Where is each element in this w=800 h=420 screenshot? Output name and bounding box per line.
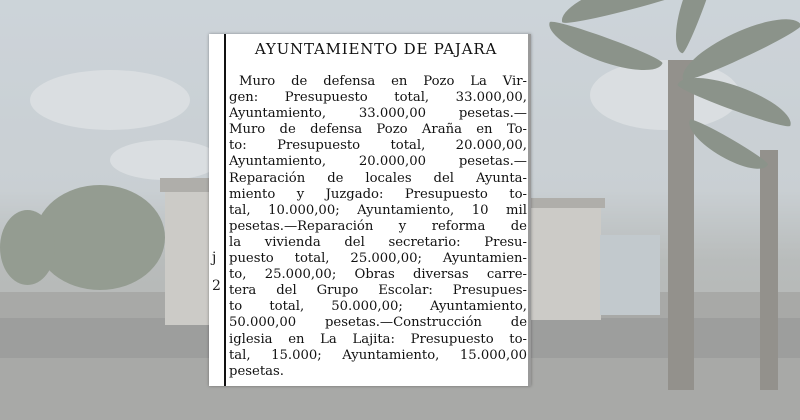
margin-mark: j [212,250,217,266]
article-line: miento y Juzgado: Presupuesto to- [229,186,527,202]
article-line: Muro de defensa Pozo Araña en To- [229,122,527,138]
article-line: la vivienda del secretario: Presu- [229,234,527,250]
article-line: 50.000,00 pesetas.—Construcción de [229,315,527,331]
article-line: iglesia en La Lajita: Presupuesto to- [229,331,527,347]
article-line: Ayuntamiento, 33.000,00 pesetas.— [229,106,527,122]
newspaper-clipping [209,34,531,386]
margin-marks [209,34,222,386]
article-line: tera del Grupo Escolar: Presupues- [229,283,527,299]
article-line: puesto total, 25.000,00; Ayuntamien- [229,251,527,267]
article-line: to: Presupuesto total, 20.000,00, [229,138,527,154]
article-line: to total, 50.000,00; Ayuntamiento, [229,299,527,315]
article-line: Ayuntamiento, 20.000,00 pesetas.— [229,154,527,170]
article-line: Muro de defensa en Pozo La Vir- [239,74,527,89]
article-line: pesetas. [229,363,284,379]
article-heading: AYUNTAMIENTO DE PAJARA [254,40,498,58]
article-line: tal, 15.000; Ayuntamiento, 15.000,00 [229,347,527,363]
margin-mark: 2 [212,278,221,294]
article-line: Reparación de locales del Ayunta- [229,170,527,186]
article-line: tal, 10.000,00; Ayuntamiento, 10 mil [229,202,527,218]
column-rule-left [224,34,226,386]
article-line: pesetas.—Reparación y reforma de [229,218,527,234]
article-line: to, 25.000,00; Obras diversas carre- [229,267,527,283]
column-rule-right [528,34,531,386]
article-line: gen: Presupuesto total, 33.000,00, [229,90,527,106]
article-body [229,74,527,380]
